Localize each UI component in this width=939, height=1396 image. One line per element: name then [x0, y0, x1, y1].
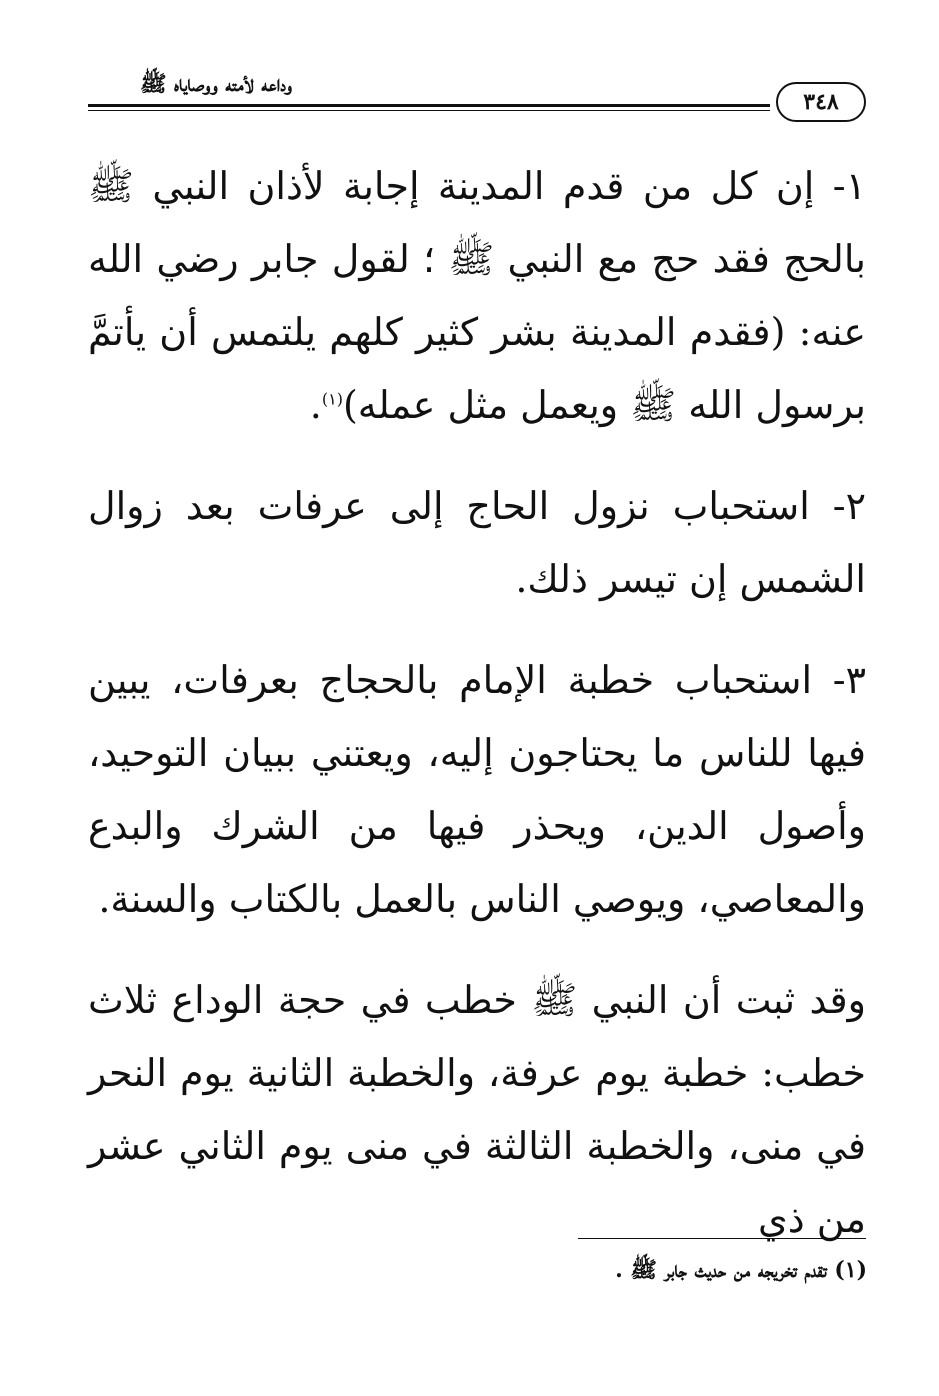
footnote-separator: [578, 1238, 866, 1239]
running-title: وداعه لأمته ووصاياه ﷺ: [139, 71, 292, 97]
page-number: ٣٤٨: [776, 82, 866, 122]
header-rule-thin: [88, 110, 770, 111]
footnote: (١) تقدم تخريجه من حديث جابر ﷺ .: [615, 1257, 867, 1283]
paragraph-4: وقد ثبت أن النبي ﷺ خطب في حجة الوداع ثلاث خطب: خطبة يوم عرفة، والخطبة الثانية يوم النحر في منى، والخطبة الثالثة في منى يوم الثاني عشر من ذي: [88, 978, 866, 1241]
paragraph-1-text: ١- إن كل من قدم المدينة إجابة لأذان النبي ﷺ بالحج فقد حج مع النبي ﷺ ؛ لقول جابر رضي الله عنه: (فقدم المدينة بشر كثير كلهم يلتمس أن يأتمَّ برسول الله ﷺ ويعمل مثل عمله): [88, 164, 866, 427]
footnote-reference: (١): [321, 389, 343, 409]
header-rule-thick: [88, 104, 770, 107]
paragraph-3: ٣- استحباب خطبة الإمام بالحجاج بعرفات، يبين فيها للناس ما يحتاجون إليه، ويعتني ببيان التوحيد، وأصول الدين، ويحذر فيها من الشرك والبدع والمعاصي، ويوصي الناس بالعمل بالكتاب والسنة.: [88, 658, 866, 921]
paragraph-2: ٢- استحباب نزول الحاج إلى عرفات بعد زوال الشمس إن تيسر ذلك.: [88, 484, 866, 601]
page-header: [88, 66, 866, 126]
paragraph-1-end: .: [309, 383, 322, 427]
paragraph-1: [88, 150, 866, 442]
body-text: [88, 150, 866, 1256]
